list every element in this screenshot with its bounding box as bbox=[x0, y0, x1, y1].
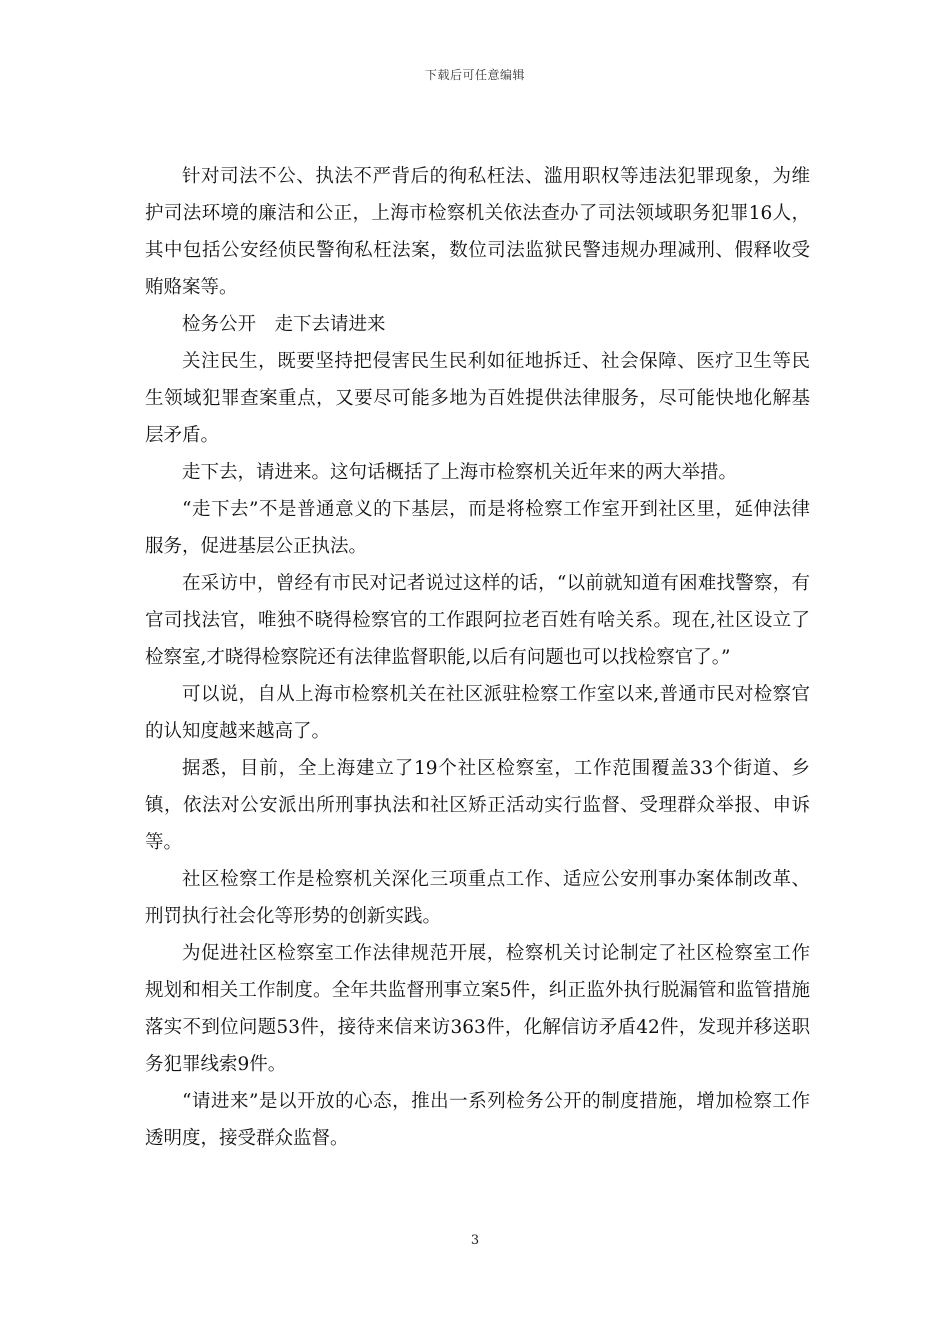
article-body bbox=[145, 158, 810, 1157]
paragraph-invite-in: “请进来”是以开放的心态，推出一系列检务公开的制度措施，增加检察工作透明度，接受群众监督。 bbox=[145, 1091, 810, 1149]
paragraph-statistics: 为促进社区检察室工作法律规范开展，检察机关讨论制定了社区检察室工作规划和相关工作制度。全年共监督刑事立案5件，纠正监外执行脱漏管和监管措施落实不到位问题53件，接待来信来访363件，化解信访矛盾42件，发现并移送职务犯罪线索9件。 bbox=[145, 943, 810, 1075]
paragraph-go-down: “走下去”不是普通意义的下基层，而是将检察工作室开到社区里，延伸法律服务，促进基层公正执法。 bbox=[145, 499, 810, 557]
paragraph-two-measures: 走下去，请进来。这句话概括了上海市检察机关近年来的两大举措。 bbox=[182, 462, 738, 483]
page-header: 下载后可任意编辑 bbox=[424, 68, 525, 82]
page-number: 3 bbox=[470, 1233, 480, 1248]
section-heading: 检务公开 走下去请进来 bbox=[182, 314, 386, 335]
paragraph-livelihood: 关注民生，既要坚持把侵害民生民利如征地拆迁、社会保障、医疗卫生等民生领域犯罪查案重点，又要尽可能多地为百姓提供法律服务，尽可能快地化解基层矛盾。 bbox=[145, 351, 810, 446]
paragraph-innovation: 社区检察工作是检察机关深化三项重点工作、适应公安刑事办案体制改革、刑罚执行社会化等形势的创新实践。 bbox=[145, 869, 810, 927]
paragraph-community-offices: 据悉，目前，全上海建立了19个社区检察室，工作范围覆盖33个街道、乡镇，依法对公安派出所刑事执法和社区矫正活动实行监督、受理群众举报、申诉等。 bbox=[145, 758, 810, 853]
paragraph-awareness: 可以说，自从上海市检察机关在社区派驻检察工作室以来,普通市民对检察官的认知度越来越高了。 bbox=[145, 684, 810, 742]
paragraph-judicial-crimes: 针对司法不公、执法不严背后的徇私枉法、滥用职权等违法犯罪现象，为维护司法环境的廉洁和公正，上海市检察机关依法查办了司法领域职务犯罪16人，其中包括公安经侦民警徇私枉法案，数位司法监狱民警违规办理减刑、假释收受贿赂案等。 bbox=[145, 166, 810, 298]
paragraph-interview-quote: 在采访中，曾经有市民对记者说过这样的话，“以前就知道有困难找警察，有官司找法官，唯独不晓得检察官的工作跟阿拉老百姓有啥关系。现在,社区设立了检察室,才晓得检察院还有法律监督职能,以后有问题也可以找检察官了。” bbox=[145, 573, 810, 668]
